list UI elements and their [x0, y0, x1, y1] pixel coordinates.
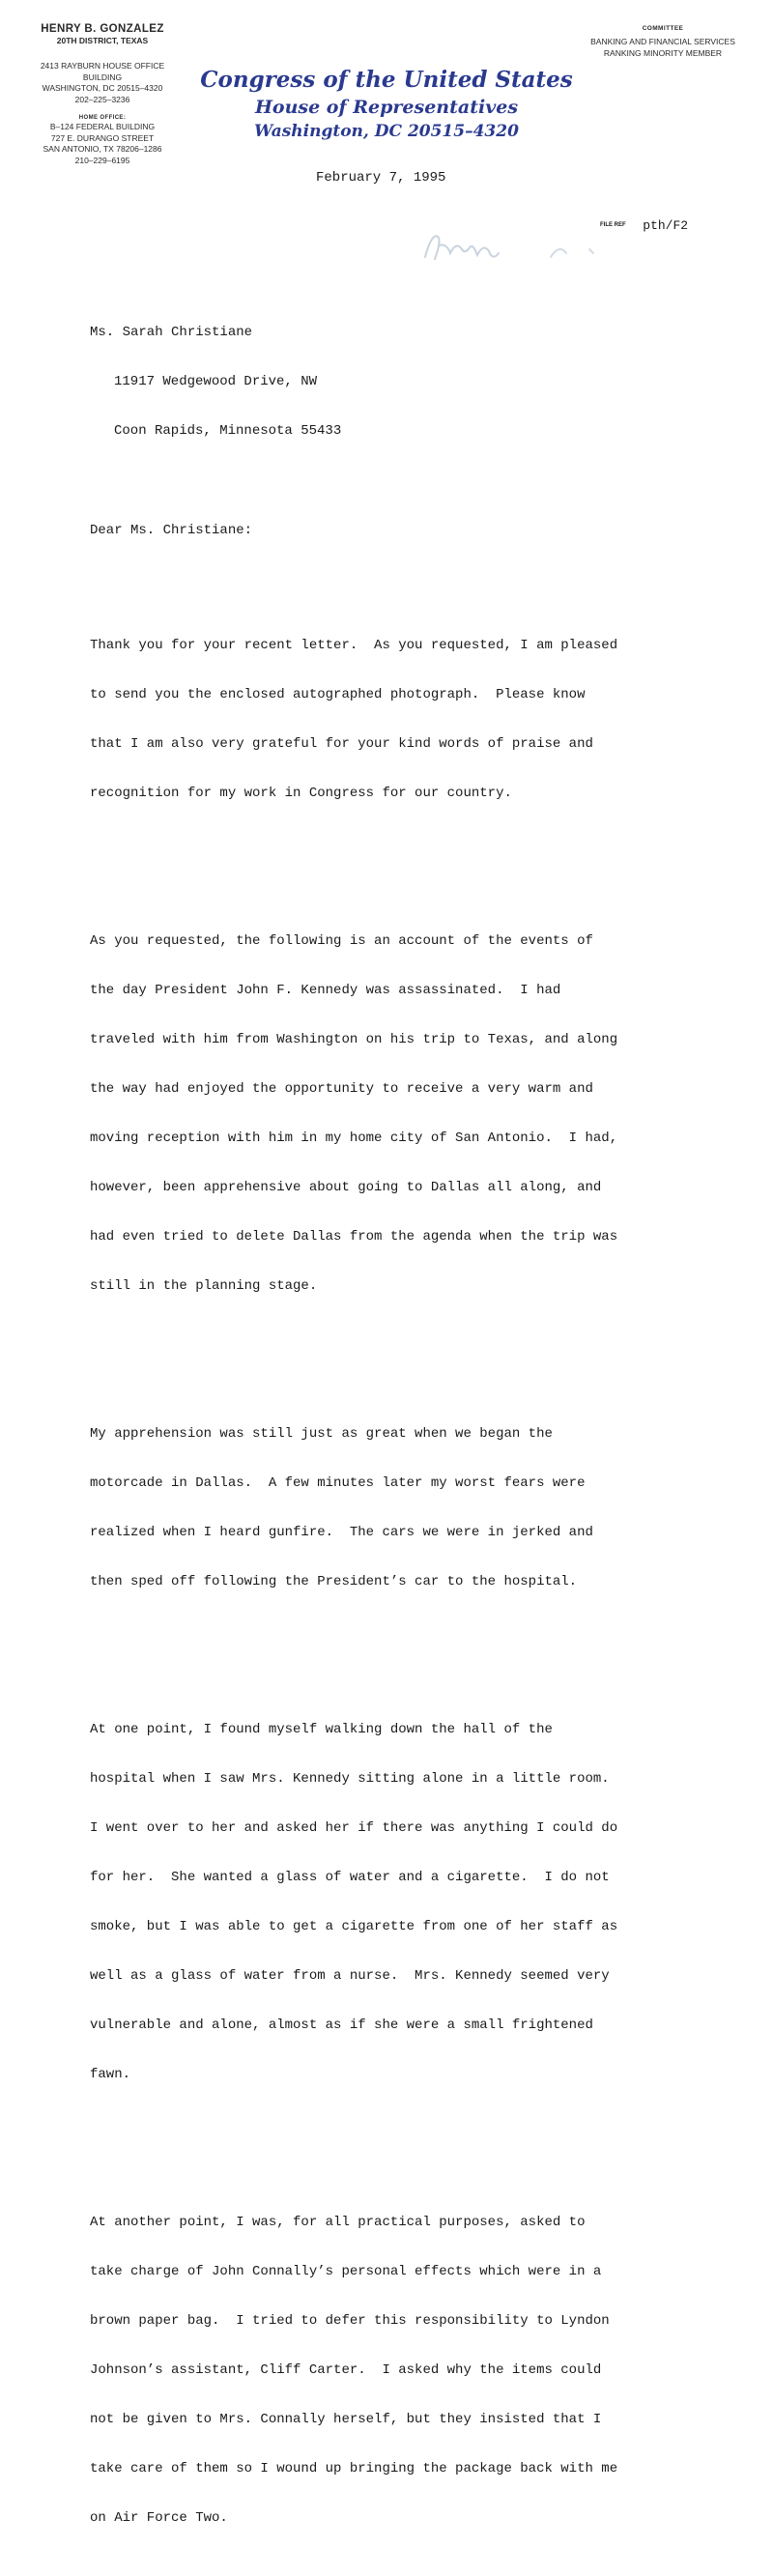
- paragraph-line: Johnson’s assistant, Cliff Carter. I asked why the items could: [90, 2362, 602, 2378]
- committee-block: [576, 25, 750, 59]
- paragraph-line: to send you the enclosed autographed photograph. Please know: [90, 687, 586, 702]
- paragraph-line: My apprehension was still just as great when we began the: [90, 1426, 553, 1442]
- file-reference: [600, 216, 688, 234]
- committee-role: RANKING MINORITY MEMBER: [603, 48, 723, 58]
- masthead-house: House of Representatives: [254, 97, 519, 118]
- home-office-label: HOME OFFICE:: [78, 115, 127, 121]
- paragraph-line: however, been apprehensive about going to Dallas all along, and: [90, 1180, 602, 1195]
- paragraph-line: smoke, but I was able to get a cigarette from one of her staff as: [90, 1919, 618, 1934]
- paragraph-line: on Air Force Two.: [90, 2510, 228, 2526]
- masthead: [193, 66, 580, 143]
- paragraph-line: then sped off following the President’s car to the hospital.: [90, 1574, 578, 1589]
- member-info-block: [25, 23, 180, 176]
- paragraph-account: [90, 901, 747, 1328]
- paragraph-line: moving reception with him in my home city of San Antonio. I had,: [90, 1131, 618, 1146]
- paragraph-line: not be given to Mrs. Connally herself, but they insisted that I: [90, 2412, 602, 2427]
- home-office-line: B–124 FEDERAL BUILDING: [49, 122, 156, 131]
- dc-office-line: WASHINGTON, DC 20515–4320: [42, 83, 163, 93]
- paragraph-hospital: [90, 1689, 747, 2116]
- recipient-address-line: 11917 Wedgewood Drive, NW: [114, 374, 318, 389]
- dc-office-address: [25, 61, 180, 105]
- paragraph-line: I went over to her and asked her if there was anything I could do: [90, 1820, 618, 1836]
- recipient-address: [90, 292, 747, 472]
- paragraph-line: As you requested, the following is an account of the events of: [90, 933, 593, 949]
- paragraph-line: the way had enjoyed the opportunity to receive a very warm and: [90, 1081, 593, 1097]
- paragraph-line: Thank you for your recent letter. As you requested, I am pleased: [90, 638, 618, 653]
- paragraph-line: still in the planning stage.: [90, 1278, 318, 1294]
- paragraph-line: recognition for my work in Congress for our country.: [90, 786, 512, 801]
- paragraph-thanks: [90, 605, 747, 835]
- masthead-city: Washington, DC 20515–4320: [254, 122, 519, 141]
- paragraph-line: for her. She wanted a glass of water and a cigarette. I do not: [90, 1870, 610, 1885]
- paragraph-line: the day President John F. Kennedy was assassinated. I had: [90, 983, 561, 998]
- dc-office-line: 2413 RAYBURN HOUSE OFFICE BUILDING: [40, 61, 165, 82]
- paragraph-line: fawn.: [90, 2067, 131, 2082]
- paragraph-line: motorcade in Dallas. A few minutes later my worst fears were: [90, 1475, 586, 1491]
- committee-name: BANKING AND FINANCIAL SERVICES: [590, 37, 735, 46]
- file-ref-value: pth/F2: [643, 218, 689, 233]
- paragraph-line: traveled with him from Washington on his trip to Texas, and along: [90, 1032, 618, 1047]
- dc-office-phone: 202–225–3236: [74, 94, 130, 104]
- paragraph-connally: [90, 2182, 747, 2560]
- committee-label: COMMITTEE: [642, 25, 684, 32]
- paragraph-line: brown paper bag. I tried to defer this responsibility to Lyndon: [90, 2313, 610, 2329]
- home-office-line: 727 E. DURANGO STREET: [50, 132, 155, 143]
- file-ref-label: FILE REF: [600, 221, 626, 228]
- paragraph-line: vulnerable and alone, almost as if she were a small frightened: [90, 2018, 593, 2033]
- home-office-line: SAN ANTONIO, TX 78206–1286: [43, 144, 162, 154]
- salutation: Dear Ms. Christiane:: [90, 523, 253, 538]
- letter-date: February 7, 1995: [316, 170, 446, 186]
- member-district: 20TH DISTRICT, TEXAS: [56, 36, 149, 45]
- paragraph-line: At another point, I was, for all practical purposes, asked to: [90, 2215, 586, 2230]
- paragraph-line: take care of them so I wound up bringing the package back with me: [90, 2461, 618, 2476]
- member-name: HENRY B. GONZALEZ: [41, 23, 164, 35]
- home-office-phone: 210–229–6195: [74, 155, 130, 165]
- masthead-congress: Congress of the United States: [200, 67, 573, 93]
- recipient-address-line: Coon Rapids, Minnesota 55433: [114, 423, 342, 439]
- paragraph-line: realized when I heard gunfire. The cars we were in jerked and: [90, 1525, 593, 1540]
- recipient-name: Ms. Sarah Christiane: [90, 325, 253, 340]
- paragraph-line: hospital when I saw Mrs. Kennedy sitting alone in a little room.: [90, 1771, 610, 1787]
- home-office-address: [25, 122, 180, 166]
- paragraph-line: had even tried to delete Dallas from the agenda when the trip was: [90, 1229, 618, 1245]
- paragraph-line: well as a glass of water from a nurse. Mrs. Kennedy seemed very: [90, 1968, 610, 1984]
- letter-body: [90, 253, 747, 2576]
- paragraph-line: take charge of John Connally’s personal effects which were in a: [90, 2264, 602, 2279]
- paragraph-motorcade: [90, 1393, 747, 1623]
- paragraph-line: At one point, I found myself walking down the hall of the: [90, 1722, 553, 1737]
- paragraph-line: that I am also very grateful for your kind words of praise and: [90, 736, 593, 752]
